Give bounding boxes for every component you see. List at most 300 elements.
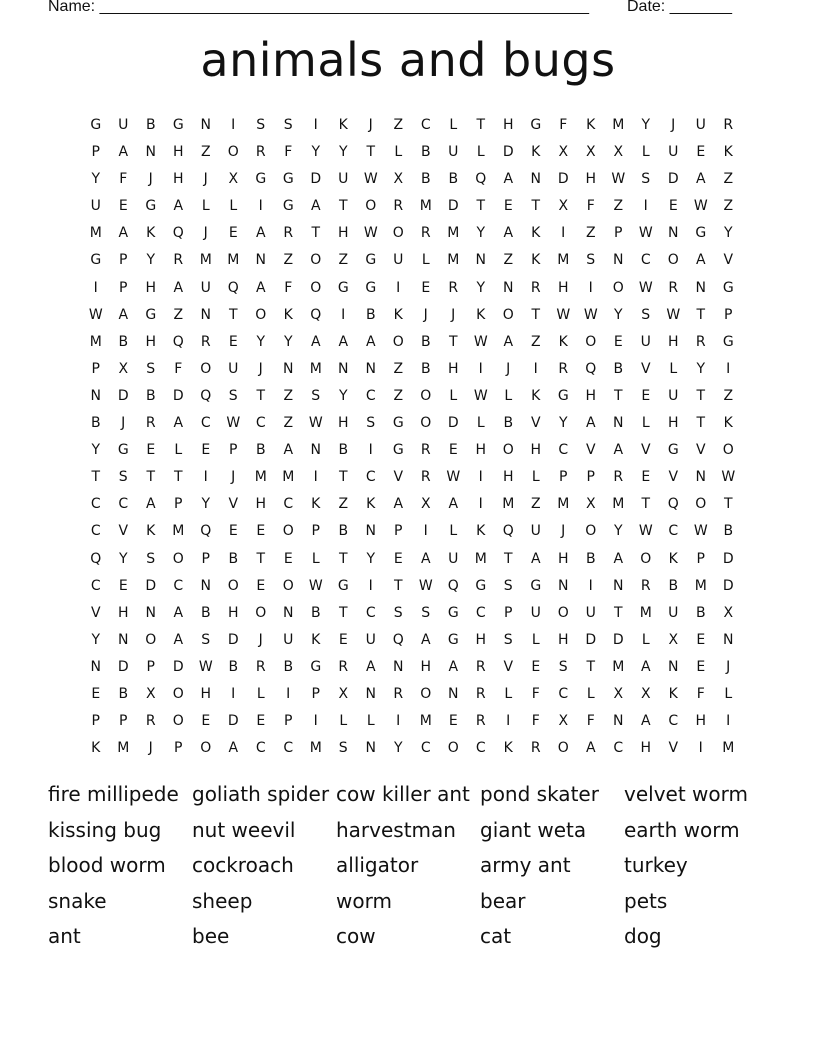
- grid-letter[interactable]: O: [695, 496, 707, 513]
- grid-letter[interactable]: N: [613, 713, 624, 730]
- grid-letter[interactable]: Y: [641, 117, 651, 133]
- grid-letter[interactable]: L: [201, 198, 210, 215]
- grid-letter[interactable]: H: [200, 685, 212, 702]
- grid-letter[interactable]: G: [447, 631, 459, 648]
- grid-letter[interactable]: O: [392, 333, 404, 350]
- grid-letter[interactable]: K: [531, 252, 541, 269]
- grid-letter[interactable]: P: [504, 604, 513, 621]
- grid-letter[interactable]: S: [311, 387, 321, 404]
- grid-letter[interactable]: R: [420, 442, 431, 459]
- grid-letter[interactable]: W: [693, 198, 708, 215]
- grid-letter[interactable]: H: [475, 442, 487, 459]
- grid-letter[interactable]: Y: [476, 225, 486, 242]
- grid-letter[interactable]: O: [365, 198, 377, 215]
- grid-letter[interactable]: I: [561, 225, 566, 242]
- grid-letter[interactable]: X: [558, 198, 569, 215]
- grid-letter[interactable]: Z: [338, 496, 349, 513]
- grid-letter[interactable]: R: [393, 198, 404, 215]
- grid-letter[interactable]: S: [503, 577, 513, 594]
- grid-letter[interactable]: Z: [393, 387, 404, 404]
- grid-letter[interactable]: A: [310, 198, 321, 215]
- grid-letter[interactable]: S: [366, 415, 376, 432]
- grid-letter[interactable]: S: [283, 117, 293, 133]
- grid-letter[interactable]: M: [89, 333, 102, 350]
- grid-letter[interactable]: M: [474, 550, 487, 567]
- grid-letter[interactable]: I: [643, 198, 648, 215]
- grid-letter[interactable]: I: [341, 306, 346, 323]
- grid-letter[interactable]: O: [172, 550, 184, 567]
- grid-letter[interactable]: S: [641, 171, 651, 188]
- grid-letter[interactable]: C: [255, 740, 266, 757]
- grid-letter[interactable]: L: [724, 685, 733, 702]
- grid-letter[interactable]: R: [448, 279, 459, 296]
- grid-letter[interactable]: H: [145, 333, 157, 350]
- grid-letter[interactable]: B: [228, 658, 239, 675]
- grid-letter[interactable]: D: [227, 631, 239, 648]
- grid-letter[interactable]: R: [200, 333, 211, 350]
- grid-letter[interactable]: H: [695, 713, 707, 730]
- grid-letter[interactable]: O: [667, 252, 679, 269]
- grid-letter[interactable]: J: [451, 306, 456, 323]
- grid-letter[interactable]: R: [558, 360, 569, 377]
- grid-letter[interactable]: P: [614, 225, 623, 242]
- grid-letter[interactable]: I: [506, 713, 511, 730]
- grid-letter[interactable]: T: [531, 198, 541, 215]
- grid-letter[interactable]: Z: [393, 117, 404, 133]
- grid-letter[interactable]: H: [337, 225, 349, 242]
- grid-letter[interactable]: R: [695, 333, 706, 350]
- grid-letter[interactable]: G: [667, 442, 679, 459]
- grid-letter[interactable]: N: [613, 577, 624, 594]
- grid-letter[interactable]: N: [558, 577, 569, 594]
- grid-letter[interactable]: M: [722, 740, 735, 757]
- grid-letter[interactable]: O: [392, 225, 404, 242]
- grid-letter[interactable]: W: [418, 577, 433, 594]
- grid-letter[interactable]: I: [258, 198, 263, 215]
- grid-letter[interactable]: N: [255, 252, 266, 269]
- grid-letter[interactable]: A: [173, 279, 184, 296]
- grid-letter[interactable]: Q: [502, 523, 514, 540]
- grid-letter[interactable]: K: [531, 225, 541, 242]
- grid-letter[interactable]: E: [228, 523, 238, 540]
- grid-letter[interactable]: R: [393, 685, 404, 702]
- grid-letter[interactable]: T: [476, 198, 486, 215]
- grid-letter[interactable]: A: [503, 225, 514, 242]
- grid-letter[interactable]: G: [392, 442, 404, 459]
- grid-letter[interactable]: D: [667, 171, 679, 188]
- grid-letter[interactable]: P: [119, 279, 128, 296]
- grid-letter[interactable]: M: [227, 252, 240, 269]
- grid-letter[interactable]: K: [668, 685, 678, 702]
- grid-letter[interactable]: O: [255, 604, 267, 621]
- grid-letter[interactable]: X: [118, 360, 129, 377]
- grid-letter[interactable]: L: [504, 387, 513, 404]
- grid-letter[interactable]: T: [256, 550, 266, 567]
- grid-letter[interactable]: Q: [200, 387, 212, 404]
- grid-letter[interactable]: N: [338, 360, 349, 377]
- grid-letter[interactable]: N: [723, 631, 734, 648]
- grid-letter[interactable]: P: [174, 496, 183, 513]
- grid-letter[interactable]: G: [530, 577, 542, 594]
- grid-letter[interactable]: D: [310, 171, 322, 188]
- grid-letter[interactable]: I: [396, 713, 401, 730]
- grid-letter[interactable]: A: [228, 740, 239, 757]
- grid-letter[interactable]: Y: [91, 171, 101, 188]
- grid-letter[interactable]: K: [366, 496, 376, 513]
- grid-letter[interactable]: C: [365, 469, 376, 486]
- grid-letter[interactable]: N: [393, 658, 404, 675]
- grid-letter[interactable]: U: [668, 144, 679, 161]
- grid-letter[interactable]: T: [696, 415, 706, 432]
- grid-letter[interactable]: W: [611, 171, 626, 188]
- grid-letter[interactable]: D: [117, 387, 129, 404]
- grid-letter[interactable]: U: [668, 387, 679, 404]
- grid-letter[interactable]: Q: [90, 550, 102, 567]
- grid-letter[interactable]: V: [530, 415, 541, 432]
- grid-letter[interactable]: B: [585, 550, 596, 567]
- grid-letter[interactable]: X: [668, 631, 679, 648]
- grid-letter[interactable]: A: [448, 496, 459, 513]
- grid-letter[interactable]: B: [310, 604, 321, 621]
- grid-letter[interactable]: T: [586, 658, 596, 675]
- grid-letter[interactable]: G: [557, 387, 569, 404]
- grid-letter[interactable]: N: [310, 442, 321, 459]
- grid-letter[interactable]: K: [146, 225, 156, 242]
- grid-letter[interactable]: X: [558, 713, 569, 730]
- grid-letter[interactable]: L: [449, 117, 458, 133]
- grid-letter[interactable]: A: [173, 198, 184, 215]
- grid-letter[interactable]: A: [530, 550, 541, 567]
- grid-letter[interactable]: L: [449, 523, 458, 540]
- grid-letter[interactable]: O: [502, 306, 514, 323]
- grid-letter[interactable]: P: [311, 523, 320, 540]
- grid-letter[interactable]: B: [145, 117, 156, 133]
- grid-letter[interactable]: U: [118, 117, 129, 133]
- grid-letter[interactable]: H: [667, 415, 679, 432]
- grid-letter[interactable]: N: [448, 685, 459, 702]
- grid-letter[interactable]: N: [613, 252, 624, 269]
- grid-letter[interactable]: G: [145, 306, 157, 323]
- grid-letter[interactable]: C: [640, 252, 651, 269]
- grid-letter[interactable]: E: [256, 523, 266, 540]
- grid-letter[interactable]: K: [91, 740, 101, 757]
- grid-letter[interactable]: W: [446, 469, 461, 486]
- grid-letter[interactable]: B: [200, 604, 211, 621]
- grid-letter[interactable]: S: [393, 604, 403, 621]
- grid-letter[interactable]: Q: [227, 279, 239, 296]
- grid-letter[interactable]: Y: [256, 333, 266, 350]
- grid-letter[interactable]: C: [475, 740, 486, 757]
- grid-letter[interactable]: W: [583, 306, 598, 323]
- grid-letter[interactable]: L: [339, 713, 348, 730]
- grid-letter[interactable]: N: [695, 469, 706, 486]
- grid-letter[interactable]: P: [119, 252, 128, 269]
- grid-letter[interactable]: P: [91, 713, 100, 730]
- grid-letter[interactable]: S: [228, 387, 238, 404]
- grid-letter[interactable]: Q: [172, 225, 184, 242]
- grid-letter[interactable]: Z: [503, 252, 514, 269]
- grid-letter[interactable]: R: [338, 658, 349, 675]
- grid-letter[interactable]: D: [502, 144, 514, 161]
- grid-letter[interactable]: E: [531, 658, 541, 675]
- grid-letter[interactable]: W: [308, 415, 323, 432]
- grid-letter[interactable]: M: [89, 225, 102, 242]
- grid-letter[interactable]: V: [640, 360, 651, 377]
- grid-letter[interactable]: C: [118, 496, 129, 513]
- grid-letter[interactable]: L: [531, 469, 540, 486]
- grid-letter[interactable]: E: [256, 713, 266, 730]
- grid-letter[interactable]: X: [420, 496, 431, 513]
- grid-letter[interactable]: D: [612, 631, 624, 648]
- grid-letter[interactable]: H: [502, 117, 514, 133]
- grid-letter[interactable]: B: [338, 442, 349, 459]
- grid-letter[interactable]: T: [531, 306, 541, 323]
- grid-letter[interactable]: Q: [475, 171, 487, 188]
- grid-letter[interactable]: M: [612, 496, 625, 513]
- grid-letter[interactable]: D: [117, 658, 129, 675]
- grid-letter[interactable]: Y: [311, 144, 321, 161]
- grid-letter[interactable]: C: [613, 740, 624, 757]
- grid-letter[interactable]: I: [423, 523, 428, 540]
- grid-letter[interactable]: K: [393, 306, 403, 323]
- grid-letter[interactable]: O: [172, 713, 184, 730]
- grid-letter[interactable]: X: [585, 496, 596, 513]
- grid-letter[interactable]: A: [365, 333, 376, 350]
- grid-letter[interactable]: N: [145, 604, 156, 621]
- grid-letter[interactable]: D: [172, 387, 184, 404]
- grid-letter[interactable]: A: [310, 333, 321, 350]
- grid-letter[interactable]: H: [447, 360, 459, 377]
- grid-letter[interactable]: I: [313, 713, 318, 730]
- grid-letter[interactable]: U: [530, 523, 541, 540]
- grid-letter[interactable]: Z: [393, 360, 404, 377]
- grid-letter[interactable]: H: [255, 496, 267, 513]
- grid-letter[interactable]: G: [337, 577, 349, 594]
- grid-letter[interactable]: D: [585, 631, 597, 648]
- grid-letter[interactable]: P: [119, 713, 128, 730]
- grid-letter[interactable]: A: [255, 279, 266, 296]
- grid-letter[interactable]: O: [227, 577, 239, 594]
- grid-letter[interactable]: F: [586, 713, 595, 730]
- grid-letter[interactable]: M: [557, 252, 570, 269]
- grid-letter[interactable]: G: [530, 117, 542, 133]
- grid-letter[interactable]: E: [393, 550, 403, 567]
- grid-letter[interactable]: P: [696, 550, 705, 567]
- grid-letter[interactable]: G: [695, 225, 707, 242]
- grid-letter[interactable]: X: [613, 144, 624, 161]
- grid-letter[interactable]: O: [282, 577, 294, 594]
- grid-letter[interactable]: E: [641, 469, 651, 486]
- grid-letter[interactable]: D: [722, 577, 734, 594]
- grid-letter[interactable]: W: [473, 333, 488, 350]
- grid-letter[interactable]: H: [172, 144, 184, 161]
- grid-letter[interactable]: E: [696, 631, 706, 648]
- grid-letter[interactable]: Y: [338, 387, 348, 404]
- grid-letter[interactable]: R: [475, 658, 486, 675]
- grid-letter[interactable]: R: [613, 469, 624, 486]
- grid-letter[interactable]: B: [448, 171, 459, 188]
- grid-letter[interactable]: W: [363, 225, 378, 242]
- grid-letter[interactable]: M: [612, 117, 625, 133]
- grid-letter[interactable]: W: [308, 577, 323, 594]
- grid-letter[interactable]: L: [229, 198, 238, 215]
- grid-letter[interactable]: W: [721, 469, 736, 486]
- grid-letter[interactable]: B: [695, 604, 706, 621]
- grid-letter[interactable]: E: [201, 713, 211, 730]
- grid-letter[interactable]: S: [338, 740, 348, 757]
- grid-letter[interactable]: O: [172, 685, 184, 702]
- grid-letter[interactable]: J: [231, 469, 236, 486]
- grid-letter[interactable]: O: [585, 333, 597, 350]
- grid-letter[interactable]: I: [368, 442, 373, 459]
- grid-letter[interactable]: I: [231, 685, 236, 702]
- grid-letter[interactable]: E: [696, 658, 706, 675]
- grid-letter[interactable]: U: [640, 333, 651, 350]
- grid-letter[interactable]: O: [420, 387, 432, 404]
- grid-letter[interactable]: C: [255, 415, 266, 432]
- grid-letter[interactable]: Q: [667, 496, 679, 513]
- grid-letter[interactable]: A: [585, 415, 596, 432]
- grid-letter[interactable]: Y: [146, 252, 156, 269]
- grid-letter[interactable]: A: [145, 496, 156, 513]
- grid-letter[interactable]: O: [612, 279, 624, 296]
- grid-letter[interactable]: G: [365, 279, 377, 296]
- grid-letter[interactable]: T: [723, 496, 733, 513]
- grid-letter[interactable]: H: [557, 550, 569, 567]
- grid-letter[interactable]: C: [558, 442, 569, 459]
- grid-letter[interactable]: J: [671, 117, 676, 133]
- grid-letter[interactable]: L: [366, 713, 375, 730]
- grid-letter[interactable]: E: [448, 442, 458, 459]
- grid-letter[interactable]: O: [447, 740, 459, 757]
- grid-letter[interactable]: W: [226, 415, 241, 432]
- grid-letter[interactable]: R: [255, 144, 266, 161]
- grid-letter[interactable]: Z: [530, 496, 541, 513]
- grid-letter[interactable]: R: [475, 713, 486, 730]
- grid-letter[interactable]: A: [695, 252, 706, 269]
- grid-letter[interactable]: O: [255, 306, 267, 323]
- grid-letter[interactable]: C: [90, 523, 101, 540]
- grid-letter[interactable]: L: [311, 550, 320, 567]
- grid-letter[interactable]: X: [723, 604, 734, 621]
- grid-letter[interactable]: T: [228, 306, 238, 323]
- grid-letter[interactable]: Y: [338, 144, 348, 161]
- grid-letter[interactable]: U: [668, 604, 679, 621]
- grid-letter[interactable]: M: [309, 360, 322, 377]
- grid-letter[interactable]: A: [173, 631, 184, 648]
- grid-letter[interactable]: E: [613, 333, 623, 350]
- grid-letter[interactable]: F: [284, 279, 293, 296]
- grid-letter[interactable]: K: [531, 144, 541, 161]
- grid-letter[interactable]: J: [368, 117, 373, 133]
- grid-letter[interactable]: R: [420, 225, 431, 242]
- grid-letter[interactable]: N: [365, 685, 376, 702]
- grid-letter[interactable]: F: [174, 360, 183, 377]
- grid-letter[interactable]: I: [478, 469, 483, 486]
- grid-letter[interactable]: E: [118, 198, 128, 215]
- grid-letter[interactable]: L: [174, 442, 183, 459]
- grid-letter[interactable]: Y: [476, 279, 486, 296]
- grid-letter[interactable]: L: [394, 144, 403, 161]
- grid-letter[interactable]: J: [561, 523, 566, 540]
- grid-letter[interactable]: H: [585, 387, 597, 404]
- grid-letter[interactable]: A: [118, 144, 129, 161]
- grid-letter[interactable]: A: [503, 333, 514, 350]
- grid-letter[interactable]: T: [338, 550, 348, 567]
- grid-letter[interactable]: H: [557, 279, 569, 296]
- grid-letter[interactable]: Z: [283, 252, 294, 269]
- grid-letter[interactable]: K: [503, 740, 513, 757]
- grid-letter[interactable]: R: [255, 658, 266, 675]
- grid-letter[interactable]: U: [393, 252, 404, 269]
- grid-letter[interactable]: J: [258, 631, 263, 648]
- grid-letter[interactable]: L: [421, 252, 430, 269]
- grid-letter[interactable]: I: [478, 496, 483, 513]
- grid-letter[interactable]: U: [585, 604, 596, 621]
- grid-letter[interactable]: E: [228, 333, 238, 350]
- grid-letter[interactable]: Y: [366, 550, 376, 567]
- grid-letter[interactable]: L: [449, 387, 458, 404]
- grid-letter[interactable]: B: [338, 523, 349, 540]
- grid-letter[interactable]: B: [90, 415, 101, 432]
- grid-letter[interactable]: A: [118, 306, 129, 323]
- grid-letter[interactable]: H: [117, 604, 129, 621]
- grid-letter[interactable]: W: [638, 279, 653, 296]
- grid-letter[interactable]: Y: [118, 550, 128, 567]
- grid-letter[interactable]: B: [420, 171, 431, 188]
- grid-letter[interactable]: E: [146, 442, 156, 459]
- grid-letter[interactable]: Z: [200, 144, 211, 161]
- grid-letter[interactable]: N: [475, 252, 486, 269]
- grid-letter[interactable]: F: [696, 685, 705, 702]
- grid-letter[interactable]: W: [666, 306, 681, 323]
- grid-letter[interactable]: N: [530, 171, 541, 188]
- grid-letter[interactable]: Z: [283, 415, 294, 432]
- grid-letter[interactable]: H: [667, 333, 679, 350]
- grid-letter[interactable]: E: [283, 550, 293, 567]
- grid-letter[interactable]: M: [557, 496, 570, 513]
- grid-letter[interactable]: M: [639, 604, 652, 621]
- grid-letter[interactable]: G: [255, 171, 267, 188]
- grid-letter[interactable]: W: [473, 387, 488, 404]
- grid-letter[interactable]: A: [173, 415, 184, 432]
- grid-letter[interactable]: I: [286, 685, 291, 702]
- grid-letter[interactable]: R: [640, 577, 651, 594]
- grid-letter[interactable]: P: [201, 550, 210, 567]
- grid-letter[interactable]: T: [448, 333, 458, 350]
- grid-letter[interactable]: O: [585, 523, 597, 540]
- grid-letter[interactable]: N: [283, 604, 294, 621]
- grid-letter[interactable]: B: [420, 360, 431, 377]
- grid-letter[interactable]: J: [203, 171, 208, 188]
- grid-letter[interactable]: K: [146, 523, 156, 540]
- grid-letter[interactable]: T: [311, 225, 321, 242]
- grid-letter[interactable]: D: [447, 415, 459, 432]
- grid-letter[interactable]: D: [145, 577, 157, 594]
- grid-letter[interactable]: N: [668, 225, 679, 242]
- grid-letter[interactable]: M: [694, 577, 707, 594]
- grid-letter[interactable]: P: [724, 306, 733, 323]
- grid-letter[interactable]: E: [228, 225, 238, 242]
- grid-letter[interactable]: G: [447, 604, 459, 621]
- grid-letter[interactable]: A: [448, 658, 459, 675]
- grid-letter[interactable]: U: [530, 604, 541, 621]
- grid-letter[interactable]: O: [640, 550, 652, 567]
- grid-letter[interactable]: V: [228, 496, 239, 513]
- grid-letter[interactable]: W: [638, 523, 653, 540]
- grid-letter[interactable]: K: [531, 387, 541, 404]
- grid-letter[interactable]: J: [203, 225, 208, 242]
